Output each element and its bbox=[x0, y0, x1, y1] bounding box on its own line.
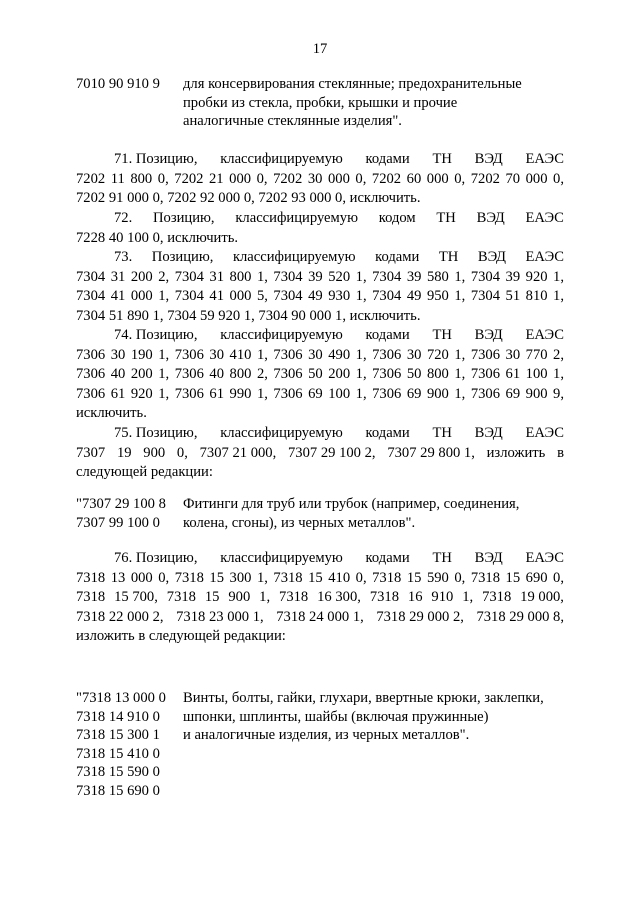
lead-word: 76. Позицию, bbox=[114, 550, 198, 566]
entry-code bbox=[76, 75, 180, 94]
line-token: 900 bbox=[143, 444, 166, 461]
lead-word: ВЭД bbox=[474, 550, 503, 566]
line-token: 7307 bbox=[76, 444, 106, 461]
lead-word: ВЭД bbox=[477, 249, 506, 265]
paragraph-line: исключить. bbox=[76, 405, 147, 422]
entry-code bbox=[76, 495, 180, 532]
lead-word: классифицируемую bbox=[220, 151, 343, 167]
paragraph-lead-line bbox=[76, 326, 564, 346]
lead-word: Позицию, bbox=[151, 249, 214, 265]
line-token: 7318 24 000 1, bbox=[276, 608, 364, 625]
line-token: 7318 bbox=[279, 589, 309, 606]
lead-word: ЕАЭС bbox=[525, 249, 564, 265]
paragraph-item-71 bbox=[76, 150, 564, 209]
lead-word: классифицируемую bbox=[235, 210, 358, 226]
paragraph-line: следующей редакции: bbox=[76, 464, 213, 481]
paragraph-line: 7202 11 800 0, 7202 21 000 0, 7202 30 000 0, 7202 60 000 0, 7202 70 000 0, bbox=[76, 170, 564, 187]
lead-word: ЕАЭС bbox=[525, 210, 564, 226]
paragraph-line: изложить в следующей редакции: bbox=[76, 628, 286, 645]
line-token: 7307 21 000, bbox=[199, 444, 277, 461]
line-token: 7318 29 000 8, bbox=[476, 608, 564, 625]
lead-word: ЕАЭС bbox=[525, 151, 564, 167]
paragraph-item-75 bbox=[76, 424, 564, 483]
paragraph-line: 7306 40 200 1, 7306 40 800 2, 7306 50 200 1, 7306 50 800 1, 7306 61 100 1, bbox=[76, 366, 564, 383]
line-token: 7318 bbox=[369, 589, 399, 606]
paragraph-lead-line bbox=[76, 549, 564, 569]
paragraph-line: 7304 41 000 1, 7304 41 000 5, 7304 49 930 1, 7304 49 950 1, 7304 51 810 1, bbox=[76, 288, 564, 305]
line-token: 7307 29 800 1, bbox=[387, 444, 475, 461]
paragraph-item-74 bbox=[76, 326, 564, 424]
paragraph-line bbox=[76, 608, 564, 628]
lead-word: кодами bbox=[375, 249, 420, 265]
paragraph-lead-line bbox=[76, 150, 564, 170]
lead-word: ЕАЭС bbox=[525, 425, 564, 441]
paragraph-line bbox=[76, 588, 564, 608]
lead-word: ВЭД bbox=[474, 327, 503, 343]
page-number: 17 bbox=[312, 41, 328, 57]
lead-word: классифицируемую bbox=[220, 550, 343, 566]
entry-code-line: "7307 29 100 8 bbox=[76, 496, 166, 512]
entry-code-line: 7318 14 910 0 bbox=[76, 708, 160, 725]
line-token: 910 bbox=[431, 589, 454, 606]
lead-word: кодами bbox=[365, 550, 410, 566]
entry-code-line: 7010 90 910 9 bbox=[76, 76, 160, 92]
line-token: изложить bbox=[486, 444, 546, 461]
paragraph-lead-line bbox=[76, 424, 564, 444]
paragraph-item-72 bbox=[76, 209, 564, 248]
lead-word: 75. Позицию, bbox=[114, 425, 198, 441]
line-token: 7318 bbox=[482, 589, 512, 606]
lead-word: ТН bbox=[432, 425, 452, 441]
line-token: 15 bbox=[204, 589, 220, 606]
paragraph-line: 7202 91 000 0, 7202 92 000 0, 7202 93 000 0, исключить. bbox=[76, 190, 421, 207]
line-token: 19 000, bbox=[520, 589, 564, 606]
lead-word: классифицируемую bbox=[232, 249, 356, 265]
line-token: 0, bbox=[176, 444, 188, 461]
lead-word: Позицию, bbox=[153, 210, 215, 226]
line-token: 7318 bbox=[76, 589, 106, 606]
line-token: 7318 29 000 2, bbox=[376, 608, 464, 625]
lead-word: ТН bbox=[432, 327, 452, 343]
lead-word: 71. Позицию, bbox=[114, 151, 198, 167]
entry-code-line: 7318 15 300 1 bbox=[76, 727, 160, 743]
line-token: 900 bbox=[228, 589, 251, 606]
paragraph-line: 7306 30 190 1, 7306 30 410 1, 7306 30 490 1, 7306 30 720 1, 7306 30 770 2, bbox=[76, 346, 564, 363]
entry-description-line: Винты, болты, гайки, глухари, ввертные крюки, заклепки, bbox=[183, 690, 544, 706]
lead-word: 73. bbox=[114, 249, 133, 265]
paragraph-line: 7228 40 100 0, исключить. bbox=[76, 229, 239, 246]
line-token: 1, bbox=[259, 589, 271, 606]
lead-word: 72. bbox=[114, 210, 133, 226]
entry-description-line: Фитинги для труб или трубок (например, соединения, bbox=[183, 496, 520, 512]
paragraph-line: 7304 51 890 1, 7304 59 920 1, 7304 90 000 1, исключить. bbox=[76, 307, 421, 324]
entry-description-line: и аналогичные изделия, из черных металлов". bbox=[183, 727, 470, 743]
line-token: 7318 22 000 2, bbox=[76, 608, 164, 625]
entry-code-line: 7318 15 690 0 bbox=[76, 782, 160, 799]
entry-code-line: 7318 15 590 0 bbox=[76, 764, 160, 780]
entry-description bbox=[183, 75, 576, 131]
lead-word: классифицируемую bbox=[220, 327, 343, 343]
paragraph-line: 7304 31 200 2, 7304 31 800 1, 7304 39 520 1, 7304 39 580 1, 7304 39 920 1, bbox=[76, 268, 564, 285]
lead-word: 74. Позицию, bbox=[114, 327, 198, 343]
entry-description-line: колена, сгоны), из черных металлов". bbox=[183, 514, 416, 531]
line-token: 16 300, bbox=[317, 589, 361, 606]
paragraph-lead-line bbox=[76, 209, 564, 229]
lead-word: кодами bbox=[365, 151, 410, 167]
entry-code-line: 7307 99 100 0 bbox=[76, 514, 160, 531]
lead-word: ЕАЭС bbox=[525, 550, 564, 566]
entry-description-line: аналогичные стеклянные изделия". bbox=[183, 113, 402, 129]
lead-word: ВЭД bbox=[474, 425, 503, 441]
entry-code-line: "7318 13 000 0 bbox=[76, 690, 166, 706]
lead-word: классифицируемую bbox=[220, 425, 343, 441]
line-token: 7318 23 000 1, bbox=[176, 608, 264, 625]
lead-word: ЕАЭС bbox=[525, 327, 564, 343]
lead-word: ТН bbox=[436, 210, 456, 226]
paragraph-line: 7318 13 000 0, 7318 15 300 1, 7318 15 410 0, 7318 15 590 0, 7318 15 690 0, bbox=[76, 569, 564, 586]
line-token: 7307 29 100 2, bbox=[288, 444, 376, 461]
paragraph-item-73 bbox=[76, 248, 564, 326]
entry-description-line: пробки из стекла, пробки, крышки и прочие bbox=[183, 94, 458, 111]
paragraph-lead-line bbox=[76, 248, 564, 268]
lead-word: кодами bbox=[365, 425, 410, 441]
entry-code-line: 7318 15 410 0 bbox=[76, 745, 160, 762]
line-token: в bbox=[557, 444, 564, 461]
entry-code bbox=[76, 689, 180, 800]
lead-word: ВЭД bbox=[474, 151, 503, 167]
line-token: 15 700, bbox=[114, 589, 158, 606]
lead-word: ТН bbox=[438, 249, 459, 265]
entry-description bbox=[183, 689, 576, 745]
entry-description bbox=[183, 495, 576, 532]
lead-word: кодами bbox=[365, 327, 410, 343]
entry-description-line: шпонки, шплинты, шайбы (включая пружинные) bbox=[183, 708, 489, 725]
line-token: 16 bbox=[407, 589, 423, 606]
lead-word: ТН bbox=[432, 550, 452, 566]
lead-word: ТН bbox=[432, 151, 452, 167]
paragraph-item-76 bbox=[76, 549, 564, 647]
line-token: 7318 bbox=[166, 589, 196, 606]
line-token: 19 bbox=[116, 444, 132, 461]
entry-description-line: для консервирования стеклянные; предохранительные bbox=[183, 76, 522, 92]
paragraph-line: 7306 61 920 1, 7306 61 990 1, 7306 69 100 1, 7306 69 900 1, 7306 69 900 9, bbox=[76, 385, 564, 402]
line-token: 1, bbox=[462, 589, 474, 606]
lead-word: ВЭД bbox=[476, 210, 505, 226]
paragraph-line bbox=[76, 444, 564, 464]
lead-word: кодом bbox=[378, 210, 416, 226]
